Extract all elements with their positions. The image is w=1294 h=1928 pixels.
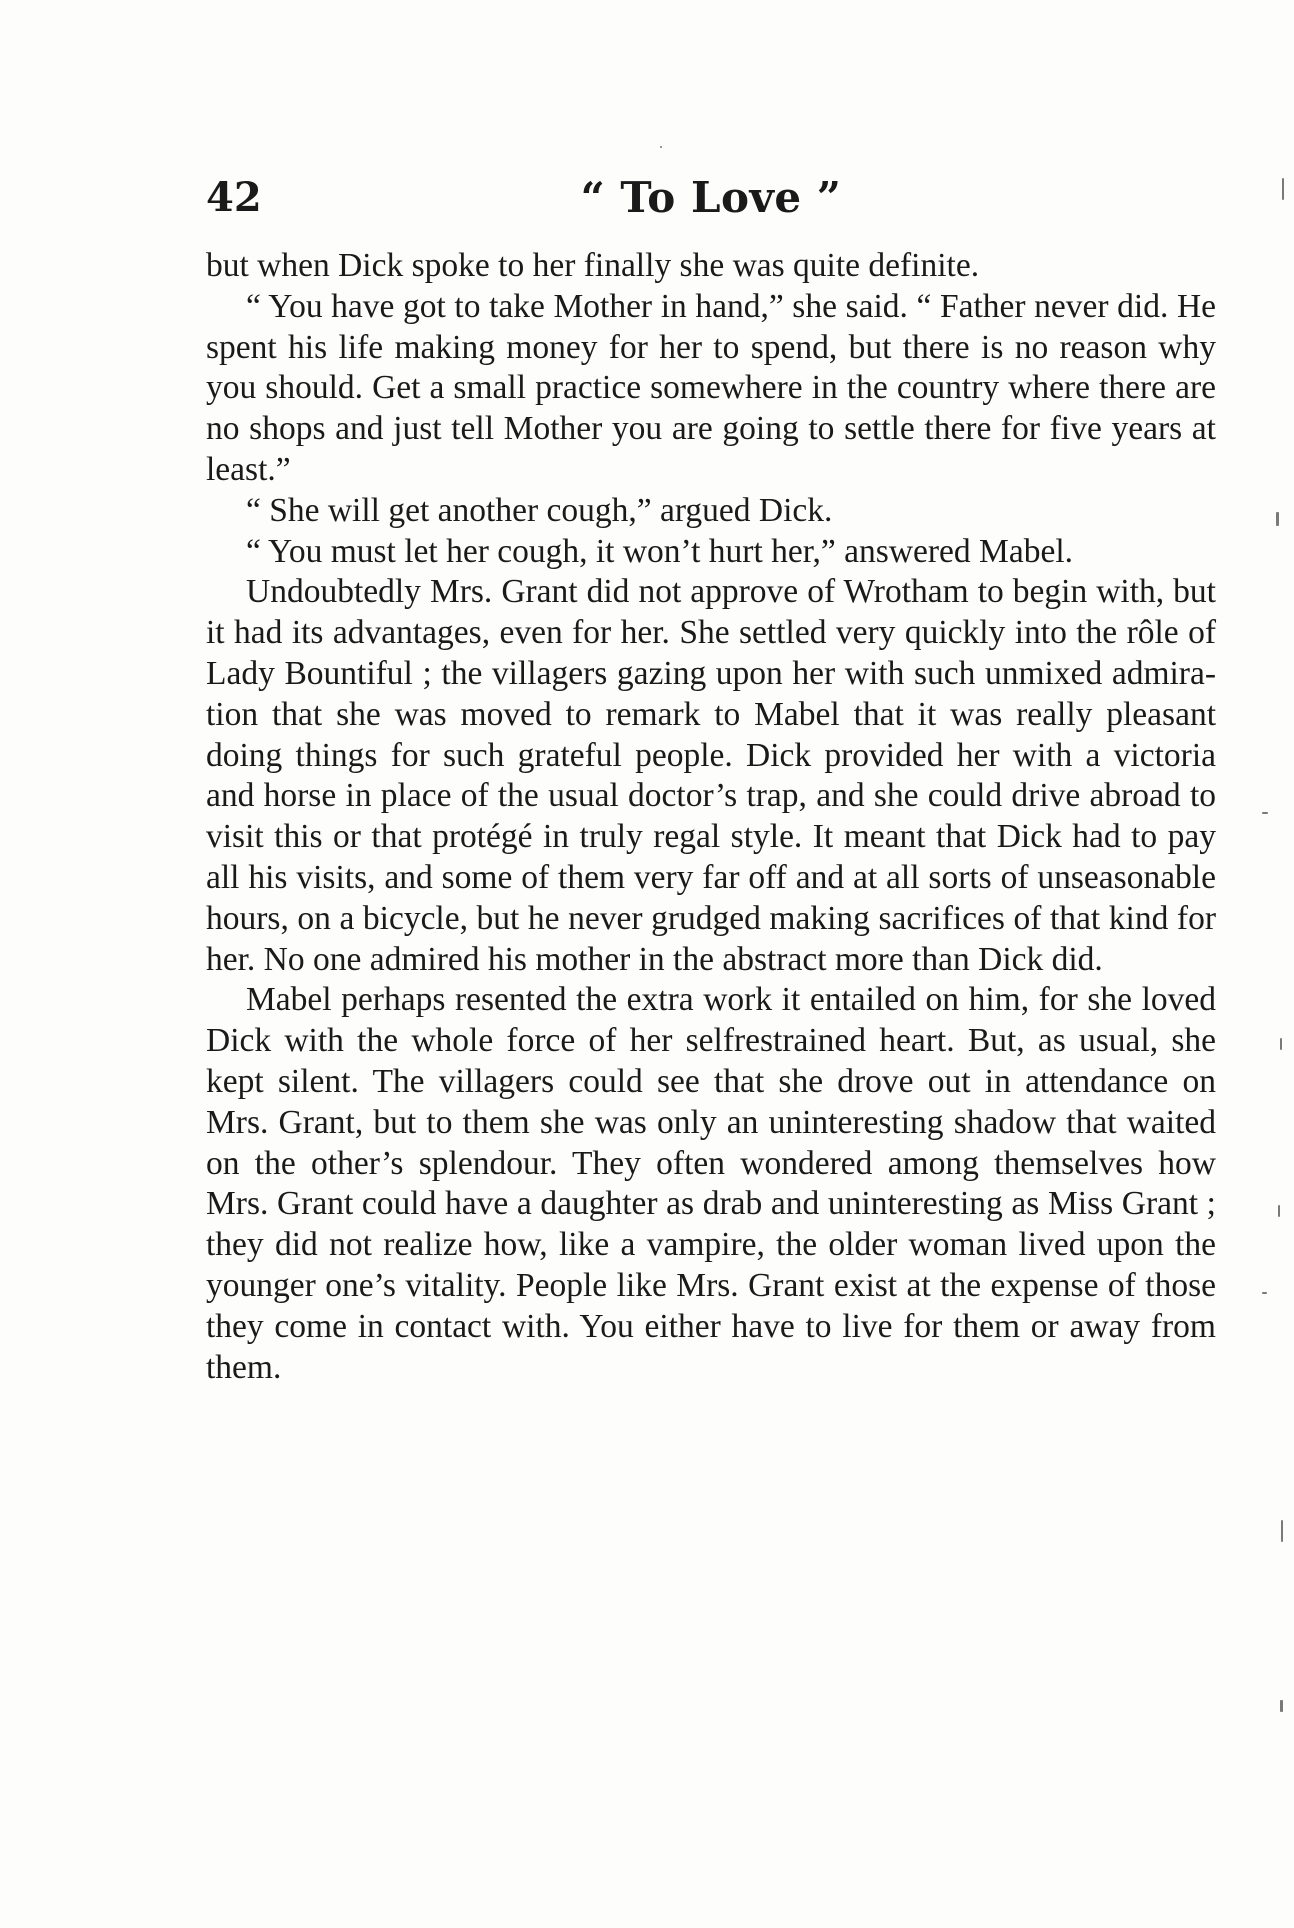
scan-speck (1281, 1520, 1283, 1542)
paragraph: “ She will get another cough,” argued Dick. (246, 491, 833, 529)
scan-speck (1280, 1038, 1282, 1050)
scan-speck (660, 146, 662, 148)
paragraph: “ You have got to take Mother in hand,” she said. “ Father never did. He spent his life making money for her to spend, but there is no reason why you should. Get a small practice somewhere in the country where there are no shops and just tell Mother you are going to settle there for five years at least.” (206, 287, 1216, 488)
paragraph: Undoubtedly Mrs. Grant did not approve of Wrotham to begin with, but it had its advantages, even for her. She settled very quickly into the rôle of Lady Bountiful ; the villagers gazing upon her with such unmixed admiration that she was moved to remark to Mabel that it was really pleasant doing things for such grateful people. Dick provided her with a victoria and horse in place of the usual doctor’s trap, and she could drive abroad to visit this or that protégé in truly regal style. It meant that Dick had to pay all his visits, and some of them very far off and at all sorts of unseasonable hours, on a bicycle, but he never grudged making sacrifices of that kind for her. No one admired his mother in the abstract more than Dick did. (206, 573, 1216, 978)
body-text (206, 246, 1216, 1388)
paragraph: “ You must let her cough, it won’t hurt her,” answered Mabel. (246, 532, 1073, 570)
page-header (206, 170, 1216, 226)
scan-speck (1280, 1700, 1283, 1712)
page-number: 42 (206, 174, 262, 221)
scan-speck (1262, 1292, 1267, 1294)
scan-speck (1276, 512, 1279, 526)
scan-speck (1262, 812, 1268, 814)
paragraph: Mabel perhaps resented the extra work it entailed on him, for she loved Dick with the whole force of her selfrestrained heart. But, as usual, she kept silent. The villagers could see that she drove out in attendance on Mrs. Grant, but to them she was only an uninteresting shadow that waited on the other’s splendour. They often wondered among themselves how Mrs. Grant could have a daughter as drab and uninteresting as Miss Grant ; they did not realize how, like a vampire, the older woman lived upon the younger one’s vitality. People like Mrs. Grant exist at the expense of those they come in contact with. You either have to live for them or away from them. (206, 981, 1216, 1386)
paragraph: but when Dick spoke to her finally she was quite definite. (206, 247, 980, 284)
running-title: “ To Love ” (580, 173, 842, 222)
scan-speck (1282, 178, 1284, 200)
scan-speck (1278, 1205, 1280, 1217)
